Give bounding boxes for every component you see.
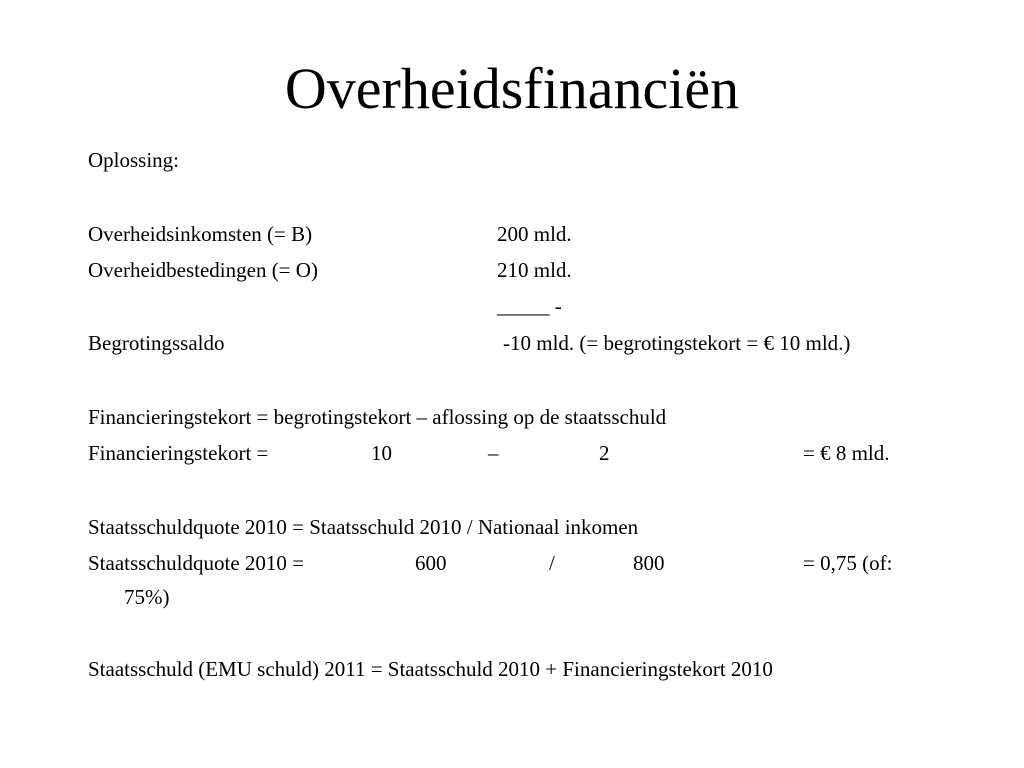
debt-ratio-calc-result-cont: 75%): [124, 585, 170, 609]
balance-label: Begrotingssaldo: [88, 331, 225, 355]
debt-ratio-calc-operand-1: 600: [415, 551, 447, 575]
financing-calc-label: Financieringstekort =: [88, 441, 269, 465]
debt-ratio-calc-operator: /: [549, 551, 555, 575]
subtraction-line: _____ -: [497, 294, 562, 318]
solution-label: Oplossing:: [88, 148, 180, 172]
debt-ratio-calc-label: Staatsschuldquote 2010 =: [88, 551, 304, 575]
financing-formula: Financieringstekort = begrotingstekort – aflossing op de staatsschuld: [88, 405, 667, 429]
income-label: Overheidsinkomsten (= B): [88, 222, 313, 246]
debt-ratio-calc-result: = 0,75 (of:: [803, 551, 893, 575]
spending-value: 210 mld.: [497, 258, 572, 282]
financing-calc-operand-2: 2: [599, 441, 610, 465]
income-value: 200 mld.: [497, 222, 572, 246]
spending-label: Overheidbestedingen (= O): [88, 258, 318, 282]
financing-calc-result: = € 8 mld.: [803, 441, 890, 465]
financing-calc-operator: –: [488, 441, 499, 465]
emu-debt-formula: Staatsschuld (EMU schuld) 2011 = Staatsschuld 2010 + Financieringstekort 2010: [88, 657, 773, 681]
slide-title: Overheidsfinanciën: [284, 56, 740, 121]
financing-calc-operand-1: 10: [371, 441, 392, 465]
balance-value: -10 mld. (= begrotingstekort = € 10 mld.): [503, 331, 851, 355]
debt-ratio-calc-operand-2: 800: [633, 551, 665, 575]
debt-ratio-formula: Staatsschuldquote 2010 = Staatsschuld 2010 / Nationaal inkomen: [88, 515, 639, 539]
